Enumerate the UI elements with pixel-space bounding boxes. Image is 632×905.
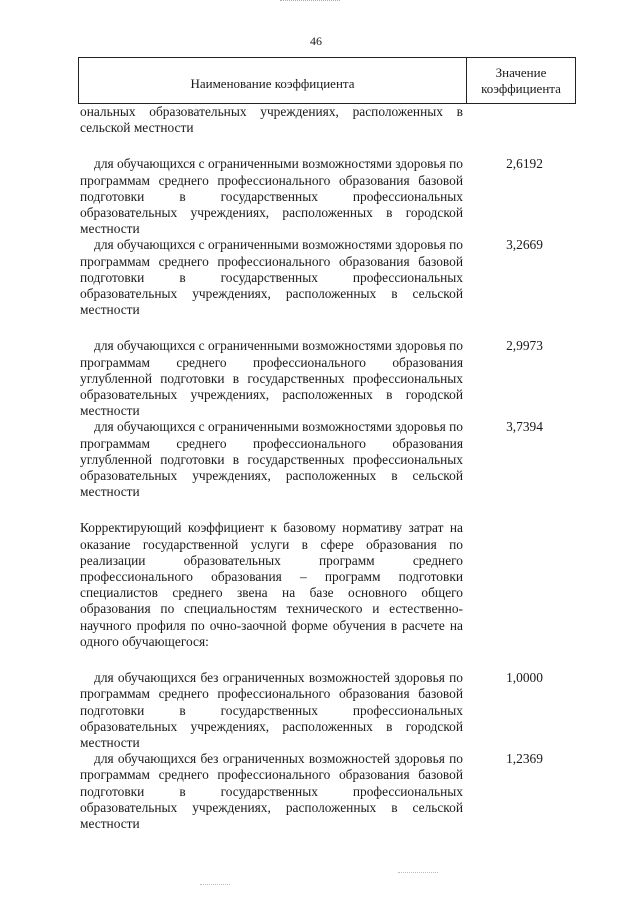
row-value: 3,7394 bbox=[506, 419, 543, 435]
table-row bbox=[80, 156, 574, 237]
table-body bbox=[80, 104, 574, 832]
page-number: 46 bbox=[310, 34, 322, 48]
row-text: ональных образовательных учреждениях, расположенных в сельской местности bbox=[80, 104, 463, 136]
table-row bbox=[80, 338, 574, 419]
row-value: 1,2369 bbox=[506, 751, 543, 767]
row-text: для обучающихся с ограниченными возможностями здоровья по программам среднего профессионального образования базовой подготовки в государственных профессиональных образовательных учреждениях, расположенных в городской местности bbox=[80, 156, 463, 237]
scan-artifact bbox=[200, 884, 230, 889]
row-value: 3,2669 bbox=[506, 237, 543, 253]
table-row bbox=[80, 520, 574, 650]
header-name-column: Наименование коэффициента bbox=[79, 58, 467, 103]
table-row bbox=[80, 670, 574, 751]
row-text: Корректирующий коэффициент к базовому нормативу затрат на оказание государственной услуги в сфере образования по реализации образовательных программ среднего профессионального образования – программ подготовки специалистов среднего звена на базе основного общего образования по специальностям технического и естественно-научного профиля по очно-заочной форме обучения в расчете на одного обучающегося: bbox=[80, 520, 463, 649]
row-text: для обучающихся с ограниченными возможностями здоровья по программам среднего профессионального образования базовой подготовки в государственных профессиональных образовательных учреждениях, расположенных в сельской местности bbox=[80, 237, 463, 318]
row-text: для обучающихся с ограниченными возможностями здоровья по программам среднего профессионального образования углубленной подготовки в государственных профессиональных образовательных учреждениях, расположенных в городской местности bbox=[80, 338, 463, 419]
header-value-column bbox=[467, 58, 575, 103]
row-value: 2,9973 bbox=[506, 338, 543, 354]
row-text: для обучающихся без ограниченных возможностей здоровья по программам среднего профессионального образования базовой подготовки в государственных профессиональных образовательных учреждениях, расположенных в городской местности bbox=[80, 670, 463, 750]
table-row bbox=[80, 237, 574, 318]
row-text: для обучающихся без ограниченных возможностей здоровья по программам среднего профессионального образования базовой подготовки в государственных профессиональных образовательных учреждениях, расположенных в сельской местности bbox=[80, 751, 463, 831]
table-row bbox=[80, 419, 574, 500]
scan-artifact bbox=[398, 872, 438, 883]
row-value bbox=[463, 104, 574, 136]
row-text: для обучающихся с ограниченными возможностями здоровья по программам среднего профессионального образования углубленной подготовки в государственных профессиональных образовательных учреждениях, расположенных в сельской местности bbox=[80, 419, 463, 500]
header-value-line2: коэффициента bbox=[481, 80, 561, 96]
row-value: 1,0000 bbox=[506, 670, 543, 686]
row-value: 2,6192 bbox=[506, 156, 543, 172]
table-row bbox=[80, 104, 574, 136]
table-header bbox=[78, 57, 576, 104]
row-value bbox=[463, 520, 574, 650]
scan-artifact bbox=[280, 0, 340, 7]
header-value-line1: Значение bbox=[495, 64, 547, 80]
table-row bbox=[80, 751, 574, 832]
